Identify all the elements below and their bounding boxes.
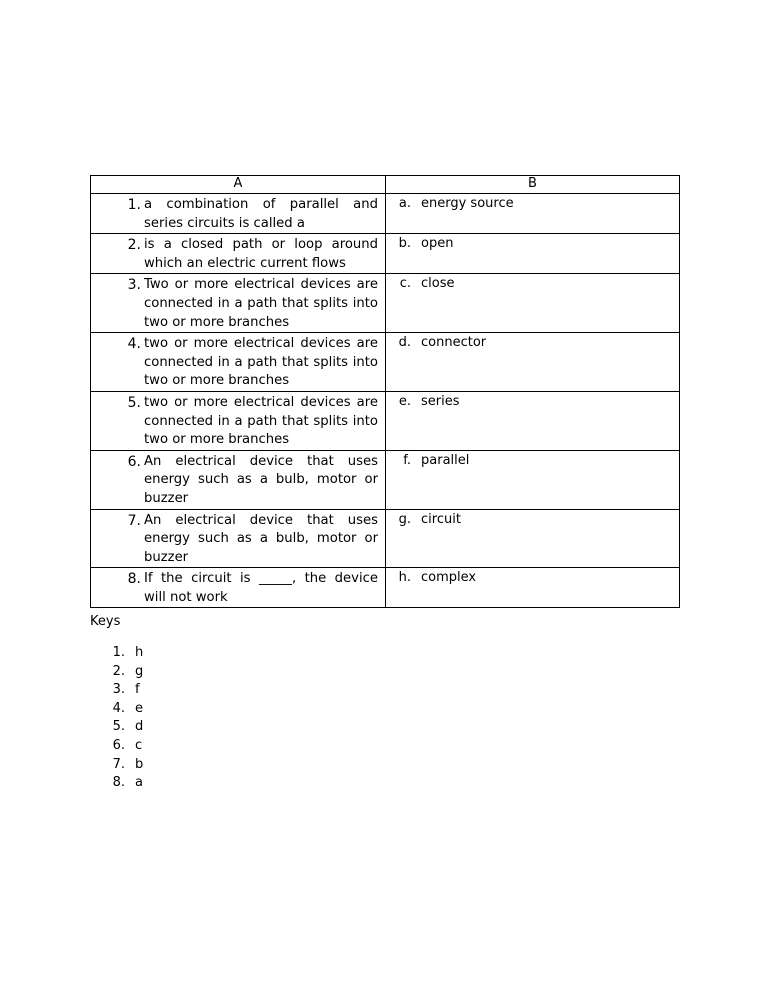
table-row (91, 450, 680, 509)
key-answer: a (135, 775, 143, 791)
choice-letter: h. (398, 570, 411, 586)
item-description: Two or more electrical devices are connected in a path that splits into two or more branches (144, 277, 378, 330)
choice-term: connector (421, 335, 487, 351)
choice-term: complex (421, 570, 477, 586)
table-row (91, 568, 680, 608)
key-item (90, 663, 143, 682)
key-number: 6. (112, 737, 125, 753)
item-description: two or more electrical devices are connected in a path that splits into two or more branches (144, 336, 378, 389)
column-b-cell (386, 274, 680, 333)
item-description: is a closed path or loop around which an electric current flows (144, 237, 378, 271)
choice-term: circuit (421, 511, 461, 527)
item-number: 2. (127, 237, 141, 254)
item-number: 4. (127, 336, 141, 353)
item-description: An electrical device that uses energy such as a bulb, motor or buzzer (144, 453, 378, 506)
choice-term: series (421, 393, 460, 409)
table-row (91, 333, 680, 392)
item-number: 6. (127, 453, 141, 470)
choice-letter: e. (398, 393, 411, 409)
choice-letter: d. (398, 335, 411, 351)
key-answer: b (135, 756, 144, 772)
item-description: If the circuit is _____, the device will not work (144, 571, 378, 605)
column-a-cell (91, 333, 386, 392)
choice-term: parallel (421, 452, 470, 468)
column-a-cell (91, 568, 386, 608)
key-number: 7. (112, 756, 125, 772)
column-a-cell (91, 194, 386, 234)
key-number: 2. (112, 663, 125, 679)
table-row (91, 274, 680, 333)
item-description: two or more electrical devices are connected in a path that splits into two or more branches (144, 394, 378, 448)
choice-letter: c. (399, 276, 411, 292)
item-number: 8. (127, 571, 141, 588)
item-description: a combination of parallel and series circuits is called a (144, 197, 378, 231)
key-number: 5. (112, 719, 125, 735)
item-number: 1. (127, 197, 141, 213)
column-b-cell (386, 391, 680, 450)
column-b-cell (386, 568, 680, 608)
key-item (90, 718, 143, 737)
key-item (90, 737, 143, 756)
choice-letter: b. (398, 236, 411, 252)
key-item (90, 700, 143, 719)
item-number: 3. (127, 277, 141, 294)
key-number: 1. (112, 645, 125, 660)
column-a-cell (91, 509, 386, 568)
key-number: 4. (112, 700, 125, 716)
column-a-header: A (91, 176, 386, 194)
table-row (91, 391, 680, 450)
matching-table (90, 175, 680, 608)
choice-term: energy source (421, 196, 514, 211)
key-answer: g (135, 663, 144, 679)
column-a-cell (91, 391, 386, 450)
column-b-cell (386, 333, 680, 392)
table-header-row (91, 176, 680, 194)
key-answer: c (135, 737, 143, 753)
keys-list (90, 644, 143, 793)
column-b-header: B (386, 176, 680, 194)
item-number: 5. (127, 394, 141, 411)
table-row (91, 509, 680, 568)
choice-letter: g. (398, 511, 411, 527)
key-answer: h (135, 645, 144, 660)
column-b-cell (386, 234, 680, 274)
key-answer: f (135, 682, 140, 698)
column-b-cell (386, 450, 680, 509)
key-answer: e (135, 700, 143, 716)
choice-letter: a. (398, 196, 411, 211)
key-answer: d (135, 719, 144, 735)
item-description: An electrical device that uses energy such as a bulb, motor or buzzer (144, 512, 378, 565)
table-row (91, 234, 680, 274)
column-b-cell (386, 194, 680, 234)
choice-letter: f. (403, 452, 411, 468)
column-b-cell (386, 509, 680, 568)
key-item (90, 774, 143, 793)
key-item (90, 681, 143, 700)
table-row (91, 194, 680, 234)
column-a-cell (91, 450, 386, 509)
key-item (90, 756, 143, 775)
keys-heading: Keys (90, 614, 121, 629)
item-number: 7. (127, 512, 141, 529)
choice-term: close (421, 276, 455, 292)
column-a-cell (91, 274, 386, 333)
key-number: 3. (112, 682, 125, 698)
column-a-cell (91, 234, 386, 274)
key-item (90, 644, 143, 663)
key-number: 8. (112, 775, 125, 791)
choice-term: open (421, 236, 454, 252)
